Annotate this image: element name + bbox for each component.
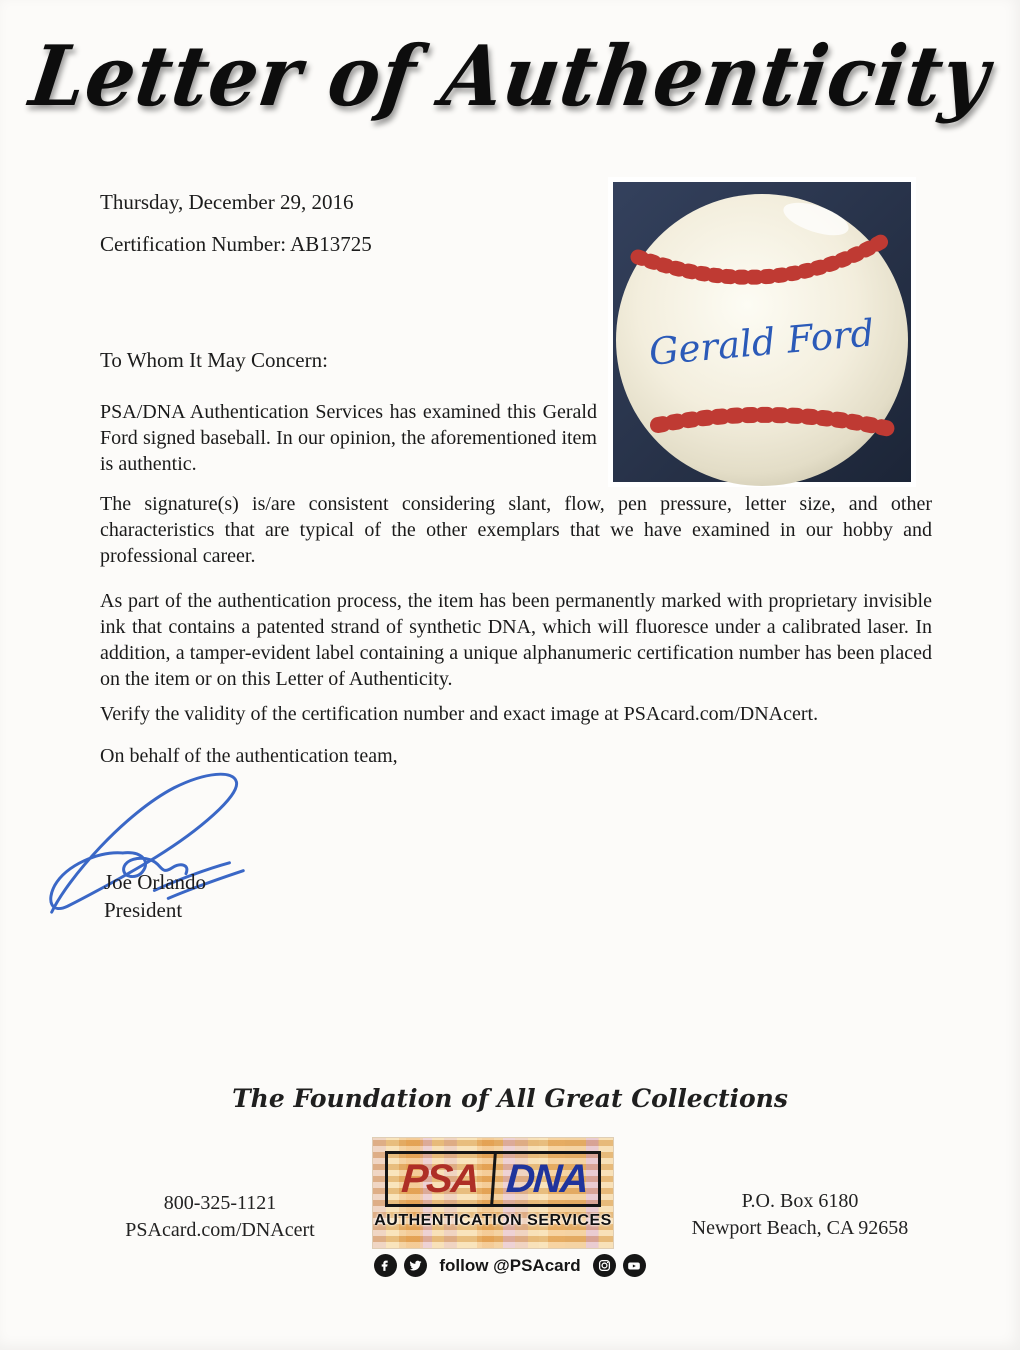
tagline: The Foundation of All Great Collections bbox=[232, 1084, 788, 1113]
youtube-icon bbox=[623, 1254, 646, 1277]
city-line: Newport Beach, CA 92658 bbox=[691, 1217, 909, 1239]
page-title: Letter of Authenticity bbox=[24, 28, 996, 126]
contact-phone-block bbox=[95, 1190, 345, 1244]
contact-address-block bbox=[660, 1188, 940, 1242]
psa-dna-logo bbox=[385, 1151, 601, 1207]
paragraph-dna-marking: As part of the authentication process, the item has been permanently marked with proprietary invisible ink that contains a patented strand of synthetic DNA, which will fluoresce under a calibrated laser. In addition, a tamper-evident label containing a unique alphanumeric certification number has been placed on the item or on this Letter of Authenticity. bbox=[100, 590, 932, 690]
signature-scribble bbox=[36, 768, 336, 926]
salutation: To Whom It May Concern: bbox=[100, 348, 328, 372]
date-line: Thursday, December 29, 2016 bbox=[100, 190, 354, 214]
website: PSAcard.com/DNAcert bbox=[125, 1219, 315, 1241]
ball-autograph-text: Gerald Ford bbox=[647, 311, 876, 374]
phone-number: 800-325-1121 bbox=[163, 1192, 277, 1214]
signer-name: Joe Orlando bbox=[104, 870, 207, 894]
paragraph-opinion: PSA/DNA Authentication Services has examined this Gerald Ford signed baseball. In our opinion, the aforementioned item is authentic. bbox=[100, 401, 597, 475]
closing-line: On behalf of the authentication team, bbox=[100, 745, 398, 767]
dna-logo-text: DNA bbox=[504, 1156, 589, 1201]
baseball-image bbox=[608, 177, 916, 487]
social-row bbox=[0, 1254, 1020, 1277]
signed-baseball-photo bbox=[608, 177, 916, 487]
po-box: P.O. Box 6180 bbox=[741, 1190, 859, 1212]
psa-logo-text: PSA bbox=[386, 1154, 496, 1204]
psa-dna-hologram-label bbox=[373, 1138, 613, 1248]
facebook-icon bbox=[374, 1254, 397, 1277]
follow-text: follow @PSAcard bbox=[439, 1255, 581, 1275]
certification-number-line: Certification Number: AB13725 bbox=[100, 232, 372, 256]
instagram-icon bbox=[593, 1254, 616, 1277]
twitter-icon bbox=[404, 1254, 427, 1277]
paragraph-signature-consistency: The signature(s) is/are consistent considering slant, flow, pen pressure, letter size, and other characteristics that are typical of the other exemplars that we have examined in our hobby and professional career. bbox=[100, 493, 932, 567]
logo-subtitle: AUTHENTICATION SERVICES bbox=[374, 1212, 612, 1229]
verify-line: Verify the validity of the certification number and exact image at PSAcard.com/DNAcert. bbox=[100, 703, 819, 725]
signer-title: President bbox=[104, 898, 183, 922]
